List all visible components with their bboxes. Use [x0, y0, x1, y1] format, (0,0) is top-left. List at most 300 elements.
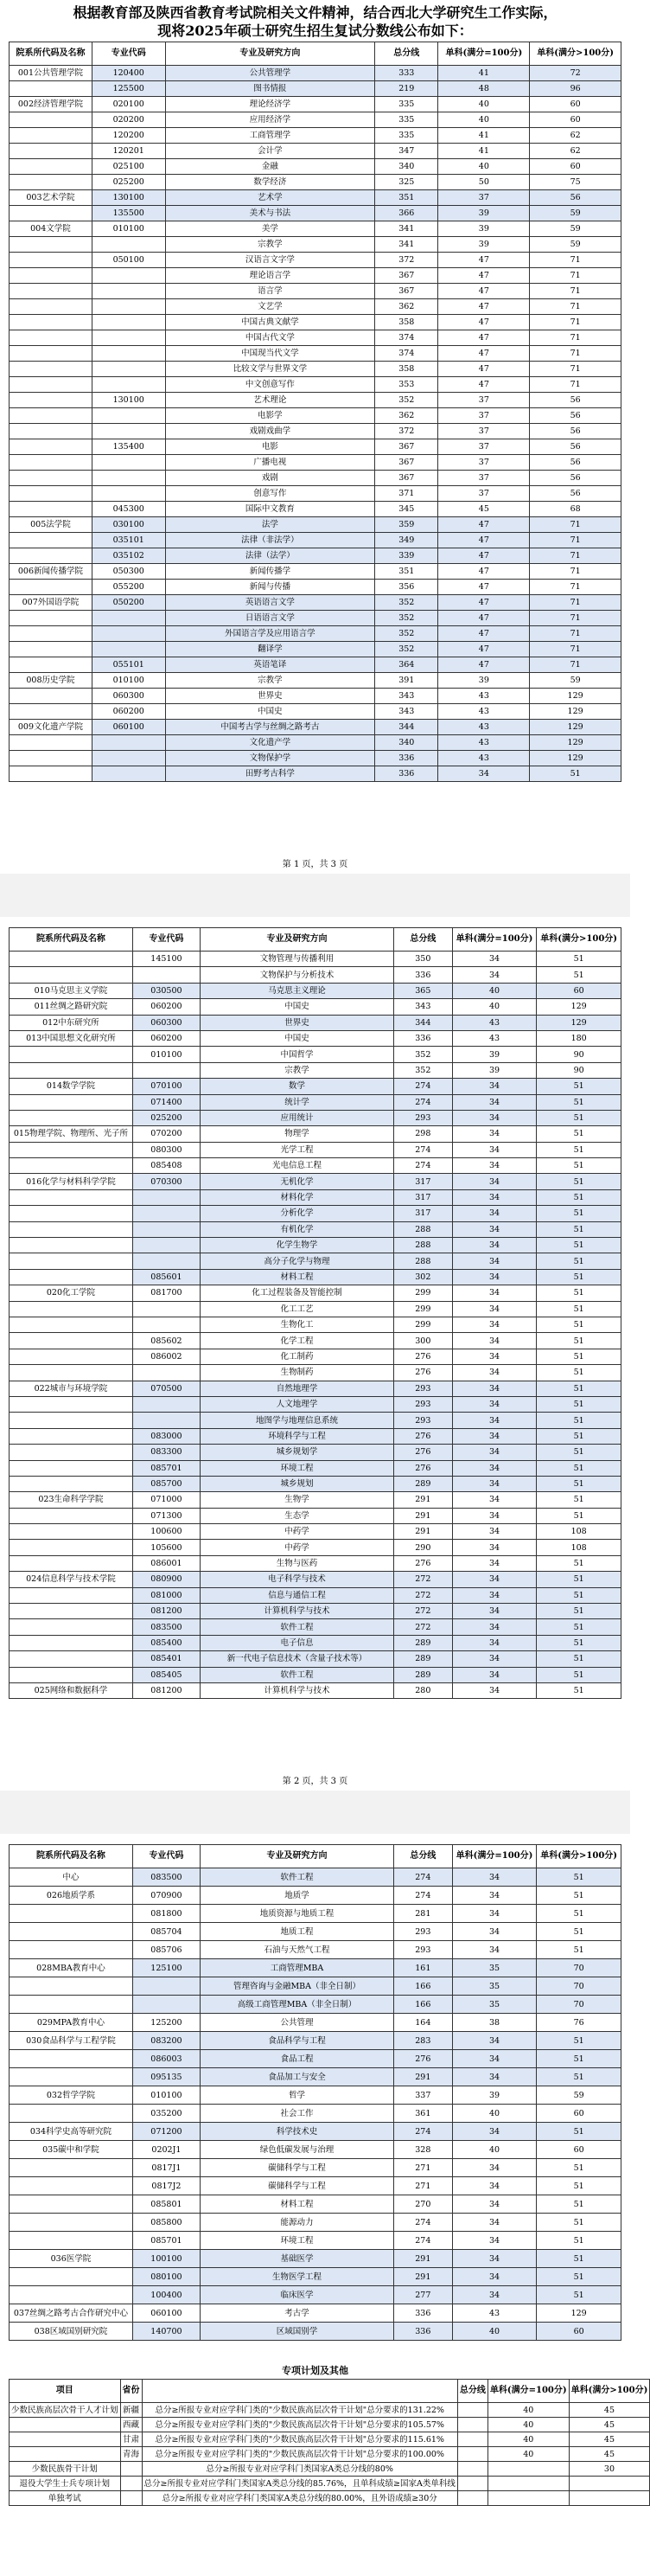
cell-total: 274: [393, 2123, 452, 2141]
cell-dept: [10, 1110, 133, 1125]
cell-total: 367: [375, 439, 438, 455]
cell-total: 293: [393, 1381, 452, 1396]
cell-total: 288: [393, 1253, 452, 1269]
cell-singleover: 51: [537, 2050, 621, 2068]
cell-dept: [10, 81, 92, 97]
cell-single100: 34: [452, 1238, 537, 1253]
cell-singleover: 51: [537, 1508, 621, 1523]
cell-dept: 004文学院: [10, 221, 92, 237]
cell-project: [10, 2447, 121, 2462]
table-row: [10, 1959, 621, 1977]
table-row: [10, 1977, 621, 1996]
cell-dept: [10, 2177, 133, 2195]
cell-total: 339: [375, 548, 438, 564]
column-header: 单科(满分=100分): [438, 42, 530, 66]
cell-total: 340: [375, 159, 438, 175]
table-row: [10, 689, 621, 704]
column-header: 专业代码: [132, 1845, 200, 1868]
table-row: [10, 1333, 621, 1349]
page-footer: 第 2 页，共 3 页: [282, 1777, 348, 1786]
cell-total: 362: [375, 408, 438, 424]
cell-singleover: 51: [537, 2250, 621, 2268]
cell-total: 325: [375, 175, 438, 190]
cell-dept: 014数学学院: [10, 1079, 133, 1094]
cell-major: 中国现当代文学: [165, 346, 375, 362]
cell-dept: [10, 1524, 133, 1540]
cell-singleover: 51: [537, 1460, 621, 1476]
cell-single100: 47: [438, 346, 530, 362]
cell-dept: 013中国思想文化研究所: [10, 1030, 133, 1046]
cell-singleover: 71: [530, 580, 621, 595]
cell-single100: [488, 2491, 569, 2506]
cell-singleover: 68: [530, 502, 621, 517]
cell-code: 010100: [92, 673, 165, 689]
cell-code: 140700: [132, 2323, 200, 2341]
cell-single100: 34: [452, 1317, 537, 1332]
table-row: [10, 1476, 621, 1491]
cell-rule: 总分≥所报专业对应学科门类的"少数民族高层次骨干计划"总分要求的115.61%: [142, 2432, 457, 2447]
cell-dept: [10, 548, 92, 564]
cell-total: 274: [393, 1094, 452, 1110]
cell-single100: 34: [452, 1206, 537, 1221]
page-2: [0, 917, 630, 1791]
cell-total: 272: [393, 1587, 452, 1603]
page-separator: [0, 874, 630, 917]
cell-total: 328: [393, 2141, 452, 2159]
table-row: [10, 1381, 621, 1396]
cell-dept: [10, 1333, 133, 1349]
cell-code: 071000: [132, 1492, 200, 1508]
cell-single100: 47: [438, 377, 530, 393]
cell-code: [92, 766, 165, 782]
cell-dept: [10, 611, 92, 626]
cell-major: 生物医学工程: [201, 2268, 394, 2286]
cell-singleover: 76: [537, 2014, 621, 2032]
cell-code: 081000: [132, 1587, 200, 1603]
table-row: [10, 2177, 621, 2195]
table-row: [10, 580, 621, 595]
title-line-1: 根据教育部及陕西省教育考试院相关文件精神，结合西北大学研究生工作实际，: [73, 4, 558, 21]
cell-major: 生物与医药: [201, 1555, 394, 1571]
cell-total: 336: [375, 766, 438, 782]
cell-major: 工商管理MBA: [201, 1959, 394, 1977]
cell-singleover: 56: [530, 455, 621, 471]
cell-major: 人文地理学: [201, 1396, 394, 1412]
cell-code: [92, 408, 165, 424]
table-row: [10, 2032, 621, 2050]
table-row: [10, 967, 621, 983]
cell-dept: 030食品科学与工程学院: [10, 2032, 133, 2050]
cell-total: 344: [393, 1015, 452, 1030]
cell-code: 145100: [132, 952, 200, 967]
cell-singleover: 75: [530, 175, 621, 190]
cell-major: 材料化学: [201, 1189, 394, 1205]
column-header: 项目: [10, 2380, 121, 2403]
cell-dept: [10, 735, 92, 751]
cell-singleover: 51: [537, 1492, 621, 1508]
cell-code: 060100: [132, 2304, 200, 2323]
cell-dept: 006新闻传播学院: [10, 564, 92, 580]
cell-singleover: 51: [537, 1868, 621, 1887]
cell-total: 293: [393, 1923, 452, 1941]
cell-code: [132, 1189, 200, 1205]
cell-total: 219: [375, 81, 438, 97]
cell-total: 274: [393, 1887, 452, 1905]
cell-dept: [10, 1508, 133, 1523]
cell-total: 271: [393, 2159, 452, 2177]
cell-major: 城乡规划: [201, 1476, 394, 1491]
cell-dept: [10, 1396, 133, 1412]
cell-singleover: 60: [530, 112, 621, 128]
cell-major: 新闻传播学: [165, 564, 375, 580]
cell-single100: 43: [452, 2304, 537, 2323]
cell-code: 050300: [92, 564, 165, 580]
cell-single100: 34: [452, 2159, 537, 2177]
cell-total: 337: [393, 2086, 452, 2105]
table-row: [10, 2050, 621, 2068]
cell-dept: 032哲学学院: [10, 2086, 133, 2105]
cell-total: 345: [375, 502, 438, 517]
table-row: [10, 548, 621, 564]
cell-single100: 40: [488, 2418, 569, 2432]
cell-single100: 34: [452, 1635, 537, 1650]
cell-singleover: 51: [537, 2032, 621, 2050]
cell-code: 020100: [92, 97, 165, 112]
cell-single100: 47: [438, 564, 530, 580]
cell-major: 高级工商管理MBA（非全日制）: [201, 1996, 394, 2014]
cell-major: 碳储科学与工程: [201, 2177, 394, 2195]
cell-single100: 37: [438, 190, 530, 206]
cell-dept: 002经济管理学院: [10, 97, 92, 112]
cell-singleover: 51: [537, 967, 621, 983]
cell-single100: 39: [452, 1047, 537, 1062]
cell-major: 物理学: [201, 1126, 394, 1142]
cell-major: 地质学: [201, 1887, 394, 1905]
cell-major: 考古学: [201, 2304, 394, 2323]
cell-code: 030100: [92, 517, 165, 533]
cell-code: 086003: [132, 2050, 200, 2068]
cell-singleover: [569, 2491, 650, 2506]
column-header: 总分线: [375, 42, 438, 66]
cell-major: 美学: [165, 221, 375, 237]
table-row: [10, 1301, 621, 1317]
cell-singleover: 59: [530, 221, 621, 237]
cell-single100: 40: [488, 2403, 569, 2418]
cell-major: 艺术学: [165, 190, 375, 206]
cell-dept: [10, 1667, 133, 1682]
cell-dept: [10, 1269, 133, 1285]
cell-code: [92, 611, 165, 626]
cell-single100: 34: [452, 2032, 537, 2050]
cell-total: 270: [393, 2195, 452, 2214]
cell-major: 生物学: [201, 1492, 394, 1508]
special-row: [10, 2462, 650, 2477]
cell-singleover: 56: [530, 408, 621, 424]
title-line-2: 现将2025年硕士研究生招生复试分数线公布如下：: [157, 22, 473, 39]
cell-dept: 012中东研究所: [10, 1015, 133, 1030]
cell-total: 333: [375, 66, 438, 81]
cell-total: 317: [393, 1206, 452, 1221]
cell-total: 164: [393, 2014, 452, 2032]
table-row: [10, 1587, 621, 1603]
cell-province: 新疆: [120, 2403, 142, 2418]
cell-singleover: 51: [537, 1317, 621, 1332]
table-row: [10, 502, 621, 517]
cell-singleover: 56: [530, 439, 621, 455]
table-row: [10, 1126, 621, 1142]
cell-rule: 总分≥所报专业对应学科门类国家A类总分线的80.00%，且外语成绩≥30分: [142, 2491, 457, 2506]
cell-code: 135500: [92, 206, 165, 221]
cell-code: 0202J1: [132, 2141, 200, 2159]
table-row: [10, 1460, 621, 1476]
cell-total: 166: [393, 1977, 452, 1996]
cell-singleover: 56: [530, 424, 621, 439]
cell-single100: 47: [438, 517, 530, 533]
table-row: [10, 486, 621, 502]
table-header-row: [10, 42, 621, 66]
cell-singleover: 56: [530, 486, 621, 502]
table-row: [10, 81, 621, 97]
cell-single100: 34: [452, 1476, 537, 1491]
table-row: [10, 1428, 621, 1444]
cell-dept: [10, 1238, 133, 1253]
cell-total: 374: [375, 330, 438, 346]
cell-major: 社会工作: [201, 2105, 394, 2123]
cell-major: 汉语言文字学: [165, 253, 375, 268]
cell-singleover: 51: [537, 1428, 621, 1444]
cell-single100: 47: [438, 657, 530, 673]
cell-dept: [10, 1062, 133, 1078]
table-row: [10, 253, 621, 268]
column-header: 院系所代码及名称: [10, 1845, 133, 1868]
cell-dept: 026地质学系: [10, 1887, 133, 1905]
cell-singleover: 71: [530, 548, 621, 564]
cell-total: 352: [375, 642, 438, 657]
cell-single100: 34: [452, 1301, 537, 1317]
cell-singleover: 59: [530, 237, 621, 253]
cell-dept: 023生命科学学院: [10, 1492, 133, 1508]
cell-major: 计算机科学与技术: [201, 1604, 394, 1619]
cell-single100: 43: [438, 735, 530, 751]
cell-dept: [10, 1253, 133, 1269]
cell-total: 343: [393, 999, 452, 1015]
cell-code: 125100: [132, 1959, 200, 1977]
cell-dept: 035碳中和学院: [10, 2141, 133, 2159]
cell-singleover: 51: [537, 1142, 621, 1157]
cell-code: [92, 486, 165, 502]
cell-major: 中国史: [201, 1030, 394, 1046]
special-row: [10, 2477, 650, 2491]
cell-rule: 总分≥所报专业对应学科门类国家A类总分线的80%: [142, 2462, 457, 2477]
cell-total: 358: [375, 362, 438, 377]
table-row: [10, 2014, 621, 2032]
cell-major: 信息与通信工程: [201, 1587, 394, 1603]
cell-single100: [488, 2477, 569, 2491]
cell-dept: 003艺术学院: [10, 190, 92, 206]
cell-rule: 总分≥所报专业对应学科门类的"少数民族高层次骨干计划"总分要求的131.22%: [142, 2403, 457, 2418]
cell-dept: [10, 2214, 133, 2232]
cell-singleover: 60: [537, 2141, 621, 2159]
cell-major: 工商管理学: [165, 128, 375, 144]
cell-singleover: 72: [530, 66, 621, 81]
cell-singleover: 71: [530, 346, 621, 362]
cell-single100: 38: [452, 2014, 537, 2032]
cell-dept: 009文化遗产学院: [10, 720, 92, 735]
cell-major: 分析化学: [201, 1206, 394, 1221]
cell-single100: 35: [452, 1959, 537, 1977]
table-row: [10, 1555, 621, 1571]
cell-single100: 47: [438, 580, 530, 595]
cell-code: 125500: [92, 81, 165, 97]
cell-code: 080300: [132, 1142, 200, 1157]
cell-dept: [10, 1428, 133, 1444]
cell-code: 025100: [92, 159, 165, 175]
cell-code: 070100: [132, 1079, 200, 1094]
cell-major: 石油与天然气工程: [201, 1941, 394, 1959]
cell-code: 085601: [132, 1269, 200, 1285]
cell-dept: [10, 2105, 133, 2123]
table-row: [10, 642, 621, 657]
table-row: [10, 2232, 621, 2250]
cell-major: 化工制药: [201, 1349, 394, 1364]
cell-dept: [10, 408, 92, 424]
cell-singleover: 71: [530, 626, 621, 642]
cell-dept: [10, 1635, 133, 1650]
cell-dept: 037丝绸之路考古合作研究中心: [10, 2304, 133, 2323]
cell-total: 352: [375, 393, 438, 408]
cell-major: 高分子化学与物理: [201, 1253, 394, 1269]
cell-total: 350: [393, 952, 452, 967]
cell-dept: [10, 1555, 133, 1571]
cell-singleover: 71: [530, 253, 621, 268]
cell-total: 299: [393, 1301, 452, 1317]
special-row: [10, 2432, 650, 2447]
cell-major: 公共管理学: [165, 66, 375, 81]
cell-singleover: 51: [537, 1572, 621, 1587]
cell-total: 280: [393, 1682, 452, 1698]
cell-dept: [10, 175, 92, 190]
cell-singleover: 51: [537, 1189, 621, 1205]
table-row: [10, 595, 621, 611]
cell-dept: [10, 952, 133, 967]
cell-dept: [10, 642, 92, 657]
cell-major: 数学: [201, 1079, 394, 1094]
cell-major: 自然地理学: [201, 1381, 394, 1396]
column-header: 单科(满分=100分): [488, 2380, 569, 2403]
cell-major: 中国古代文学: [165, 330, 375, 346]
table-row: [10, 377, 621, 393]
cell-single100: 34: [452, 1126, 537, 1142]
cell-total: 291: [393, 1508, 452, 1523]
cell-singleover: 51: [537, 2195, 621, 2214]
table-row: [10, 1047, 621, 1062]
table-row: [10, 112, 621, 128]
cell-single100: 37: [438, 393, 530, 408]
cell-code: [132, 1062, 200, 1078]
cell-dept: [10, 1587, 133, 1603]
cell-singleover: 51: [537, 1206, 621, 1221]
cell-code: 100600: [132, 1524, 200, 1540]
table-row: [10, 2123, 621, 2141]
cell-singleover: 108: [537, 1540, 621, 1555]
cell-code: 085701: [132, 1460, 200, 1476]
cell-single100: 40: [438, 112, 530, 128]
table-row: [10, 1572, 621, 1587]
cell-singleover: 71: [530, 284, 621, 299]
table-row: [10, 1253, 621, 1269]
cell-singleover: 51: [537, 1604, 621, 1619]
cell-major: 创意写作: [165, 486, 375, 502]
cell-code: 081200: [132, 1604, 200, 1619]
cell-total: 341: [375, 221, 438, 237]
cell-major: 法律（法学）: [165, 548, 375, 564]
cell-singleover: 51: [537, 1365, 621, 1381]
cell-major: 图书情报: [165, 81, 375, 97]
cell-dept: [10, 1301, 133, 1317]
table-row: [10, 952, 621, 967]
cell-singleover: 51: [537, 1396, 621, 1412]
table-row: [10, 1189, 621, 1205]
cell-singleover: 51: [537, 1905, 621, 1923]
cell-total: 272: [393, 1619, 452, 1635]
cell-code: 060300: [92, 689, 165, 704]
cell-total: 274: [393, 2214, 452, 2232]
cell-total: 349: [375, 533, 438, 548]
cell-single100: 37: [438, 424, 530, 439]
cell-code: 125200: [132, 2014, 200, 2032]
cell-code: 135400: [92, 439, 165, 455]
cell-single100: 40: [452, 983, 537, 998]
table-header-row: [10, 2380, 650, 2403]
cell-code: [92, 237, 165, 253]
cell-code: [132, 967, 200, 983]
cell-dept: [10, 284, 92, 299]
cell-dept: [10, 533, 92, 548]
cell-singleover: 45: [569, 2418, 650, 2432]
column-header: [142, 2380, 457, 2403]
column-header: 专业代码: [92, 42, 165, 66]
cell-code: 085704: [132, 1923, 200, 1941]
cell-total: 336: [393, 2323, 452, 2341]
table-row: [10, 1905, 621, 1923]
cell-dept: [10, 704, 92, 720]
cell-code: 055200: [92, 580, 165, 595]
cell-single100: 34: [452, 1142, 537, 1157]
page-footer: 第 1 页，共 3 页: [282, 860, 348, 869]
cell-singleover: 51: [537, 1126, 621, 1142]
cell-single100: 34: [452, 1905, 537, 1923]
cell-total: 291: [393, 1524, 452, 1540]
cell-total: [457, 2447, 488, 2462]
cell-total: 289: [393, 1635, 452, 1650]
table-row: [10, 159, 621, 175]
cell-single100: 34: [452, 1428, 537, 1444]
cell-total: 299: [393, 1317, 452, 1332]
cell-single100: 34: [452, 1396, 537, 1412]
cell-dept: [10, 112, 92, 128]
table-row: [10, 190, 621, 206]
cell-singleover: 51: [537, 1238, 621, 1253]
cell-singleover: 71: [530, 611, 621, 626]
table-row: [10, 2141, 621, 2159]
cell-total: 352: [393, 1062, 452, 1078]
cell-dept: [10, 1221, 133, 1237]
cell-singleover: 51: [537, 1635, 621, 1650]
cell-code: [132, 1238, 200, 1253]
cell-dept: 015物理学院、物理所、光子所: [10, 1126, 133, 1142]
cell-singleover: 51: [537, 2123, 621, 2141]
cell-project: 少数民族骨干计划: [10, 2462, 121, 2477]
